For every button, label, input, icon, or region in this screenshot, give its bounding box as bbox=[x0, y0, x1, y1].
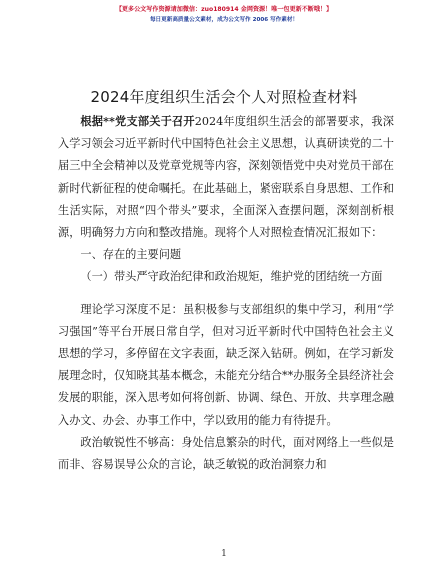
banner-line-2: 每日更新高质量公文素材，成为公文写作 2006 写作素材！ bbox=[149, 17, 299, 23]
section-heading: 一、存在的主要问题 bbox=[80, 248, 182, 262]
subsection-heading: （一）带头严守政治纪律和政治规矩，维护党的团结统一方面 bbox=[80, 270, 383, 284]
document-title: 2024年度组织生活会个人对照检查材料 bbox=[90, 88, 358, 106]
page-number: 1 bbox=[221, 549, 227, 559]
banner-line-1: 【更多公文写作资源请加微信：zuo180914 金网资源！唯一包更新不断哦！】 bbox=[115, 6, 333, 13]
intro-text: 2024年度组织生活会的部署要求，我深入学习领会习近平新时代中国特色社会主义思想，认真研读党的二十届三中全会精神以及党章党规等内容，深刻领悟党中央对党员干部在新时代新征程的使命嘱托。在此基础上，紧密联系自身思想、工作和生活实际，对照“四个带头”要求，全面深入查摆问题，深刻剖析根源，明确努力方向和整改措施。现将个人对照检查情况汇报如下： bbox=[58, 115, 394, 240]
body-paragraph-3: 政治敏锐性不够高：身处信息繁杂的时代，面对网络上一些似是而非、容易误导公众的言论，缺乏敏锐的政治洞察力和 bbox=[58, 435, 394, 472]
intro-paragraph bbox=[58, 110, 394, 244]
intro-lead: 根据**党支部关于召开 bbox=[80, 114, 195, 128]
document-body bbox=[58, 110, 394, 476]
header-banner bbox=[0, 4, 448, 26]
body-paragraph-2: 理论学习深度不足：虽积极参与支部组织的集中学习，利用“学习强国”等平台开展日常自学，但对习近平新时代中国特色社会主义思想的学习，多停留在文字表面，缺乏深入钻研。例如，在学习新发展理念时，仅知晓其基本概念，未能充分结合**办服务全县经济社会发展的职能，深入思考如何将创新、协调、绿色、开放、共享理念融入办文、办会、办事工作中，学以致用的能力有待提升。 bbox=[58, 302, 394, 427]
